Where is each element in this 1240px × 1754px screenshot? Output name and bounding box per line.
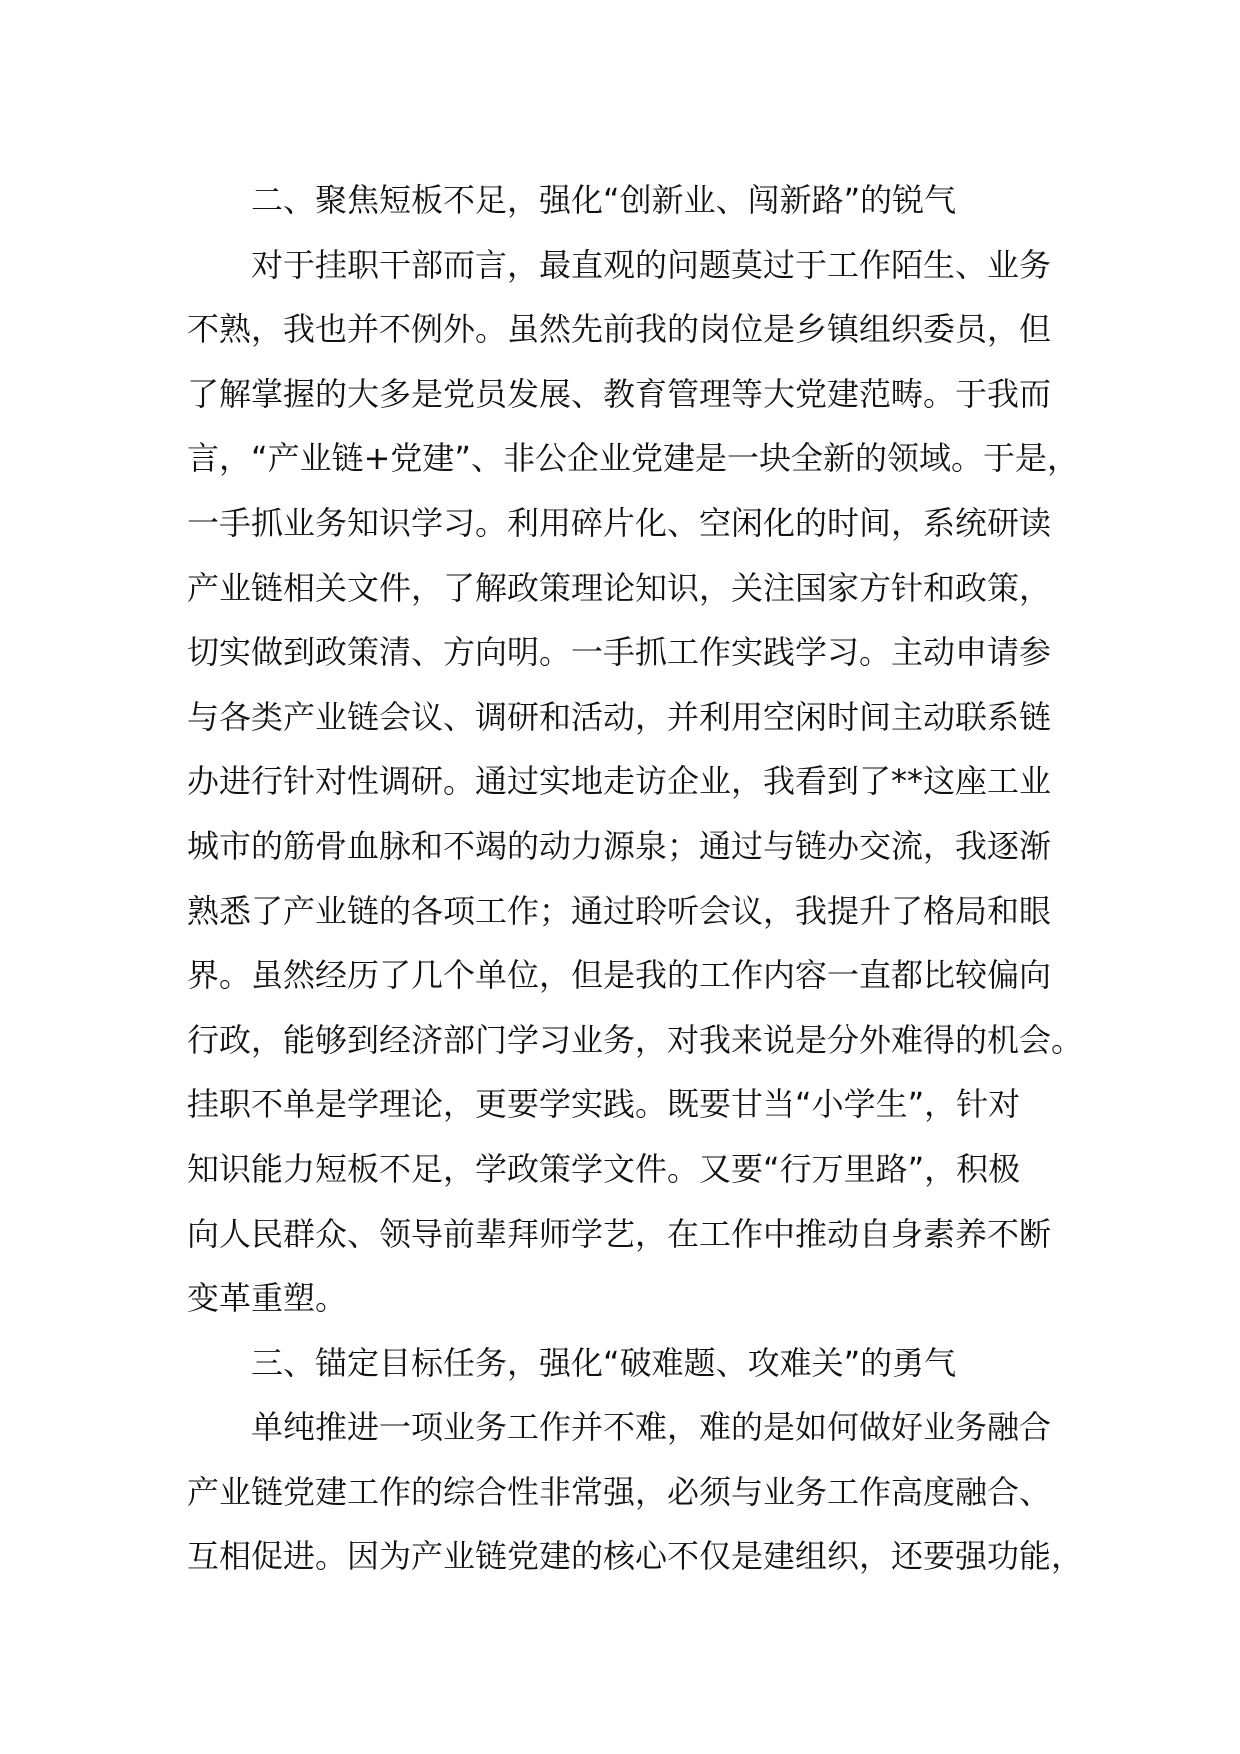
paragraph-line: 办进行针对性调研。通过实地走访企业，我看到了**这座工业 <box>187 762 1052 801</box>
paragraph-line: 行政，能够到经济部门学习业务，对我来说是分外难得的机会。 <box>187 1020 1084 1059</box>
paragraph-line: 产业链相关文件，了解政策理论知识，关注国家方针和政策， <box>187 568 1052 607</box>
paragraph-line: 单纯推进一项业务工作并不难，难的是如何做好业务融合 <box>251 1408 1052 1447</box>
paragraph-line: 挂职不单是学理论，更要学实践。既要甘当“小学生”，针对 <box>187 1085 1021 1124</box>
paragraph-line: 了解掌握的大多是党员发展、教育管理等大党建范畴。于我而 <box>187 374 1052 413</box>
section-heading-3: 三、锚定目标任务，强化“破难题、攻难关”的勇气 <box>251 1343 957 1382</box>
paragraph-line: 城市的筋骨血脉和不竭的动力源泉；通过与链办交流，我逐渐 <box>187 826 1052 865</box>
paragraph-line: 互相促进。因为产业链党建的核心不仅是建组织，还要强功能， <box>187 1537 1084 1576</box>
paragraph-line: 知识能力短板不足，学政策学文件。又要“行万里路”，积极 <box>187 1149 1021 1188</box>
paragraph-line: 界。虽然经历了几个单位，但是我的工作内容一直都比较偏向 <box>187 956 1052 995</box>
paragraph-line: 一手抓业务知识学习。利用碎片化、空闲化的时间，系统研读 <box>187 503 1052 542</box>
paragraph-line: 产业链党建工作的综合性非常强，必须与业务工作高度融合、 <box>187 1472 1052 1511</box>
paragraph-line: 切实做到政策清、方向明。一手抓工作实践学习。主动申请参 <box>187 633 1052 672</box>
paragraph-line: 对于挂职干部而言，最直观的问题莫过于工作陌生、业务 <box>251 245 1052 284</box>
paragraph-line: 不熟，我也并不例外。虽然先前我的岗位是乡镇组织委员，但 <box>187 310 1052 349</box>
paragraph-line: 向人民群众、领导前辈拜师学艺，在工作中推动自身素养不断 <box>187 1214 1052 1253</box>
section-heading-2: 二、聚焦短板不足，强化“创新业、闯新路”的锐气 <box>251 181 957 219</box>
document-body <box>187 168 1087 1589</box>
paragraph-line: 变革重塑。 <box>187 1279 348 1318</box>
paragraph-line: 熟悉了产业链的各项工作；通过聆听会议，我提升了格局和眼 <box>187 891 1052 930</box>
paragraph-line: 与各类产业链会议、调研和活动，并利用空闲时间主动联系链 <box>187 697 1052 736</box>
paragraph-line: 言，“产业链+党建”、非公企业党建是一块全新的领域。于是， <box>187 439 1079 478</box>
